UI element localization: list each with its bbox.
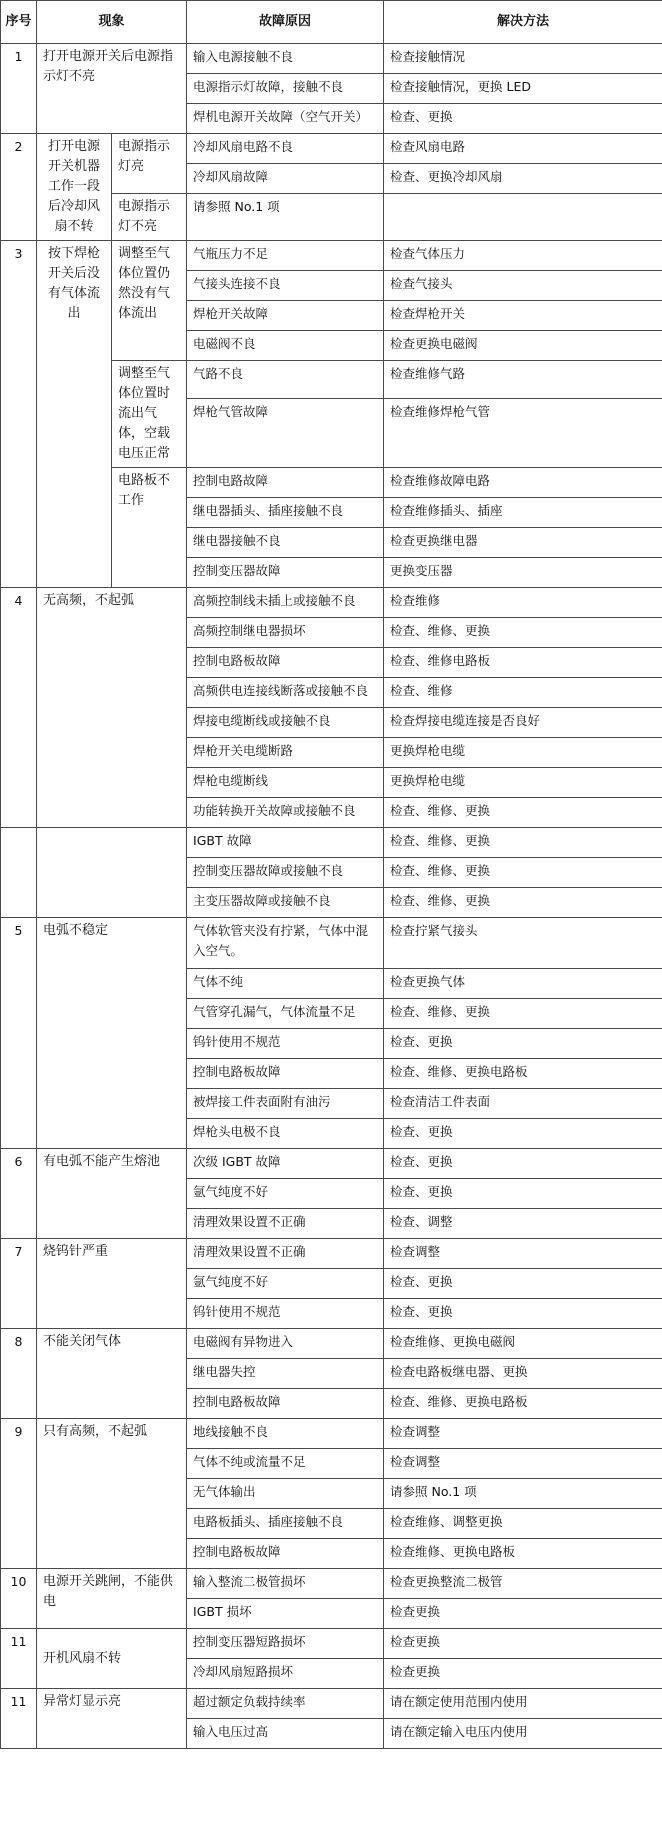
- table-row: [1, 1629, 662, 1659]
- solution-cell: 更换变压器: [384, 558, 662, 588]
- table-row: [1, 828, 662, 858]
- solution-cell: 检查拧紧气接头: [384, 918, 662, 969]
- cause-cell: 电源指示灯故障，接触不良: [187, 74, 384, 104]
- solution-cell: 检查更换气体: [384, 969, 662, 999]
- cause-cell: 气管穿孔漏气，气体流量不足: [187, 999, 384, 1029]
- solution-cell: 检查、更换: [384, 1179, 662, 1209]
- solution-cell: 检查维修气路: [384, 361, 662, 399]
- sub-symptom-cell: 电源指示灯亮: [112, 134, 187, 194]
- symptom-cell: 只有高频，不起弧: [37, 1419, 187, 1569]
- header-solution: 解决方法: [384, 1, 662, 44]
- sub-symptom-cell: 电源指示灯不亮: [112, 194, 187, 241]
- solution-cell: 检查电路板继电器、更换: [384, 1359, 662, 1389]
- solution-cell: 检查更换: [384, 1599, 662, 1629]
- symptom-cell: 有电弧不能产生熔池: [37, 1149, 187, 1239]
- cause-cell: 钨针使用不规范: [187, 1299, 384, 1329]
- solution-cell: 检查维修故障电路: [384, 468, 662, 498]
- table-row: [1, 241, 662, 271]
- cause-cell: 焊接电缆断线或接触不良: [187, 708, 384, 738]
- table-row: [1, 1329, 662, 1359]
- solution-cell: 检查、维修、更换: [384, 798, 662, 828]
- symptom-cell: 异常灯显示亮: [37, 1689, 187, 1749]
- solution-cell: 检查维修、更换电磁阀: [384, 1329, 662, 1359]
- cause-cell: 输入电源接触不良: [187, 44, 384, 74]
- cause-cell: 气路不良: [187, 361, 384, 399]
- seq-cell: 5: [1, 918, 37, 1149]
- symptom-cell: 按下焊枪开关后没有气体流出: [37, 241, 112, 588]
- seq-cell: 7: [1, 1239, 37, 1329]
- cause-cell: 控制变压器故障: [187, 558, 384, 588]
- sub-symptom-cell: 调整至气体位置时流出气体，空载电压正常: [112, 361, 187, 468]
- seq-cell: 8: [1, 1329, 37, 1419]
- solution-cell: 检查、更换: [384, 1299, 662, 1329]
- header-row: [1, 1, 662, 44]
- seq-cell: 3: [1, 241, 37, 588]
- seq-cell: 4: [1, 588, 37, 828]
- cause-cell: 高频控制线未插上或接触不良: [187, 588, 384, 618]
- cause-cell: 高频供电连接线断落或接触不良: [187, 678, 384, 708]
- solution-cell: 检查接触情况，更换 LED: [384, 74, 662, 104]
- cause-cell: 气体不纯或流量不足: [187, 1449, 384, 1479]
- solution-cell: 检查、维修、更换: [384, 858, 662, 888]
- seq-cell: 11: [1, 1629, 37, 1689]
- symptom-cell: 打开电源开关机器工作一段后冷却风扇不转: [37, 134, 112, 241]
- solution-cell: 检查调整: [384, 1419, 662, 1449]
- solution-cell: 请在额定使用范围内使用: [384, 1689, 662, 1719]
- solution-cell: 检查、维修、更换: [384, 828, 662, 858]
- solution-cell: 检查维修: [384, 588, 662, 618]
- solution-cell: 检查气接头: [384, 271, 662, 301]
- cause-cell: 控制变压器故障或接触不良: [187, 858, 384, 888]
- solution-cell: 检查更换: [384, 1629, 662, 1659]
- solution-cell: 检查清洁工件表面: [384, 1089, 662, 1119]
- seq-cell: [1, 828, 37, 918]
- cause-cell: 气接头连接不良: [187, 271, 384, 301]
- cause-cell: 焊枪电缆断线: [187, 768, 384, 798]
- solution-cell: 更换焊枪电缆: [384, 768, 662, 798]
- cause-cell: 输入电压过高: [187, 1719, 384, 1749]
- sub-symptom-cell: 电路板不工作: [112, 468, 187, 588]
- solution-cell: 检查、维修、更换电路板: [384, 1389, 662, 1419]
- cause-cell: 电路板插头、插座接触不良: [187, 1509, 384, 1539]
- seq-cell: 6: [1, 1149, 37, 1239]
- cause-cell: 输入整流二极管损坏: [187, 1569, 384, 1599]
- cause-cell: 气体软管夹没有拧紧，气体中混入空气。: [187, 918, 384, 969]
- table-row: [1, 134, 662, 164]
- seq-cell: 9: [1, 1419, 37, 1569]
- cause-cell: 超过额定负载持续率: [187, 1689, 384, 1719]
- solution-cell: 检查更换: [384, 1659, 662, 1689]
- cause-cell: 氩气纯度不好: [187, 1269, 384, 1299]
- solution-cell: 检查焊接电缆连接是否良好: [384, 708, 662, 738]
- symptom-cell: 打开电源开关后电源指示灯不亮: [37, 44, 187, 134]
- cause-cell: 冷却风扇电路不良: [187, 134, 384, 164]
- solution-cell: 检查调整: [384, 1449, 662, 1479]
- solution-cell: 检查、更换冷却风扇: [384, 164, 662, 194]
- cause-cell: IGBT 故障: [187, 828, 384, 858]
- solution-cell: 检查、更换: [384, 1269, 662, 1299]
- solution-cell: 检查、维修、更换: [384, 888, 662, 918]
- cause-cell: 电磁阀有异物进入: [187, 1329, 384, 1359]
- cause-cell: 继电器失控: [187, 1359, 384, 1389]
- solution-cell: 检查、维修: [384, 678, 662, 708]
- cause-cell: 气体不纯: [187, 969, 384, 999]
- symptom-cell: 电弧不稳定: [37, 918, 187, 1149]
- cause-cell: 清理效果设置不正确: [187, 1209, 384, 1239]
- solution-cell: 检查、调整: [384, 1209, 662, 1239]
- solution-cell: 检查、更换: [384, 1119, 662, 1149]
- solution-cell: 检查更换继电器: [384, 528, 662, 558]
- symptom-cell: 无高频，不起弧: [37, 588, 187, 828]
- cause-cell: 继电器插头、插座接触不良: [187, 498, 384, 528]
- solution-cell: 请参照 No.1 项: [384, 1479, 662, 1509]
- symptom-cell: 开机风扇不转: [37, 1629, 187, 1689]
- table-row: [1, 1419, 662, 1449]
- cause-cell: 高频控制继电器损坏: [187, 618, 384, 648]
- solution-cell: 检查风扇电路: [384, 134, 662, 164]
- solution-cell: 检查、更换: [384, 104, 662, 134]
- solution-cell: 检查维修、调整更换: [384, 1509, 662, 1539]
- cause-cell: 控制电路板故障: [187, 1539, 384, 1569]
- cause-cell: 氩气纯度不好: [187, 1179, 384, 1209]
- cause-cell: 功能转换开关故障或接触不良: [187, 798, 384, 828]
- cause-cell: 焊枪开关电缆断路: [187, 738, 384, 768]
- cause-cell: 控制电路板故障: [187, 1389, 384, 1419]
- solution-cell: 检查、维修、更换: [384, 618, 662, 648]
- solution-cell: 检查更换电磁阀: [384, 331, 662, 361]
- cause-cell: 次级 IGBT 故障: [187, 1149, 384, 1179]
- solution-cell: 检查接触情况: [384, 44, 662, 74]
- cause-cell: 钨针使用不规范: [187, 1029, 384, 1059]
- seq-cell: 2: [1, 134, 37, 241]
- cause-cell: 控制电路板故障: [187, 1059, 384, 1089]
- header-symptom: 现象: [37, 1, 187, 44]
- cause-cell: 焊枪头电极不良: [187, 1119, 384, 1149]
- seq-cell: 10: [1, 1569, 37, 1629]
- table-row: [1, 918, 662, 969]
- cause-cell: 控制电路故障: [187, 468, 384, 498]
- solution-cell: 检查更换整流二极管: [384, 1569, 662, 1599]
- solution-cell: 检查、更换: [384, 1149, 662, 1179]
- solution-cell: 请在额定输入电压内使用: [384, 1719, 662, 1749]
- cause-cell: 气瓶压力不足: [187, 241, 384, 271]
- seq-cell: 11: [1, 1689, 37, 1749]
- header-seq: 序号: [1, 1, 37, 44]
- solution-cell: 检查、维修、更换: [384, 999, 662, 1029]
- solution-cell: 检查维修、更换电路板: [384, 1539, 662, 1569]
- cause-cell: 被焊接工件表面附有油污: [187, 1089, 384, 1119]
- cause-cell: 焊枪气管故障: [187, 398, 384, 467]
- cause-cell: 冷却风扇故障: [187, 164, 384, 194]
- table-row: [1, 588, 662, 618]
- cause-cell: 地线接触不良: [187, 1419, 384, 1449]
- solution-cell: 检查焊枪开关: [384, 301, 662, 331]
- solution-cell: 检查维修插头、插座: [384, 498, 662, 528]
- cause-cell: 电磁阀不良: [187, 331, 384, 361]
- symptom-cell: 不能关闭气体: [37, 1329, 187, 1419]
- solution-cell: 更换焊枪电缆: [384, 738, 662, 768]
- solution-cell: [384, 194, 662, 241]
- cause-cell: 无气体输出: [187, 1479, 384, 1509]
- symptom-cell: 电源开关跳闸，不能供电: [37, 1569, 187, 1629]
- header-cause: 故障原因: [187, 1, 384, 44]
- cause-cell: 焊枪开关故障: [187, 301, 384, 331]
- solution-cell: 检查气体压力: [384, 241, 662, 271]
- cause-cell: 冷却风扇短路损坏: [187, 1659, 384, 1689]
- table-row: [1, 1149, 662, 1179]
- cause-cell: 请参照 No.1 项: [187, 194, 384, 241]
- cause-cell: 主变压器故障或接触不良: [187, 888, 384, 918]
- solution-cell: 检查、更换: [384, 1029, 662, 1059]
- cause-cell: 继电器接触不良: [187, 528, 384, 558]
- cause-cell: IGBT 损坏: [187, 1599, 384, 1629]
- cause-cell: 控制变压器短路损坏: [187, 1629, 384, 1659]
- sub-symptom-cell: 调整至气体位置仍然没有气体流出: [112, 241, 187, 361]
- cause-cell: 焊机电源开关故障（空气开关）: [187, 104, 384, 134]
- table-row: [1, 1569, 662, 1599]
- solution-cell: 检查调整: [384, 1239, 662, 1269]
- seq-cell: 1: [1, 44, 37, 134]
- symptom-cell: 烧钨针严重: [37, 1239, 187, 1329]
- solution-cell: 检查维修焊枪气管: [384, 398, 662, 467]
- table-row: [1, 1239, 662, 1269]
- symptom-cell: [37, 828, 187, 918]
- solution-cell: 检查、维修、更换电路板: [384, 1059, 662, 1089]
- table-row: [1, 44, 662, 74]
- cause-cell: 控制电路板故障: [187, 648, 384, 678]
- table-row: [1, 1689, 662, 1719]
- cause-cell: 清理效果设置不正确: [187, 1239, 384, 1269]
- solution-cell: 检查、维修电路板: [384, 648, 662, 678]
